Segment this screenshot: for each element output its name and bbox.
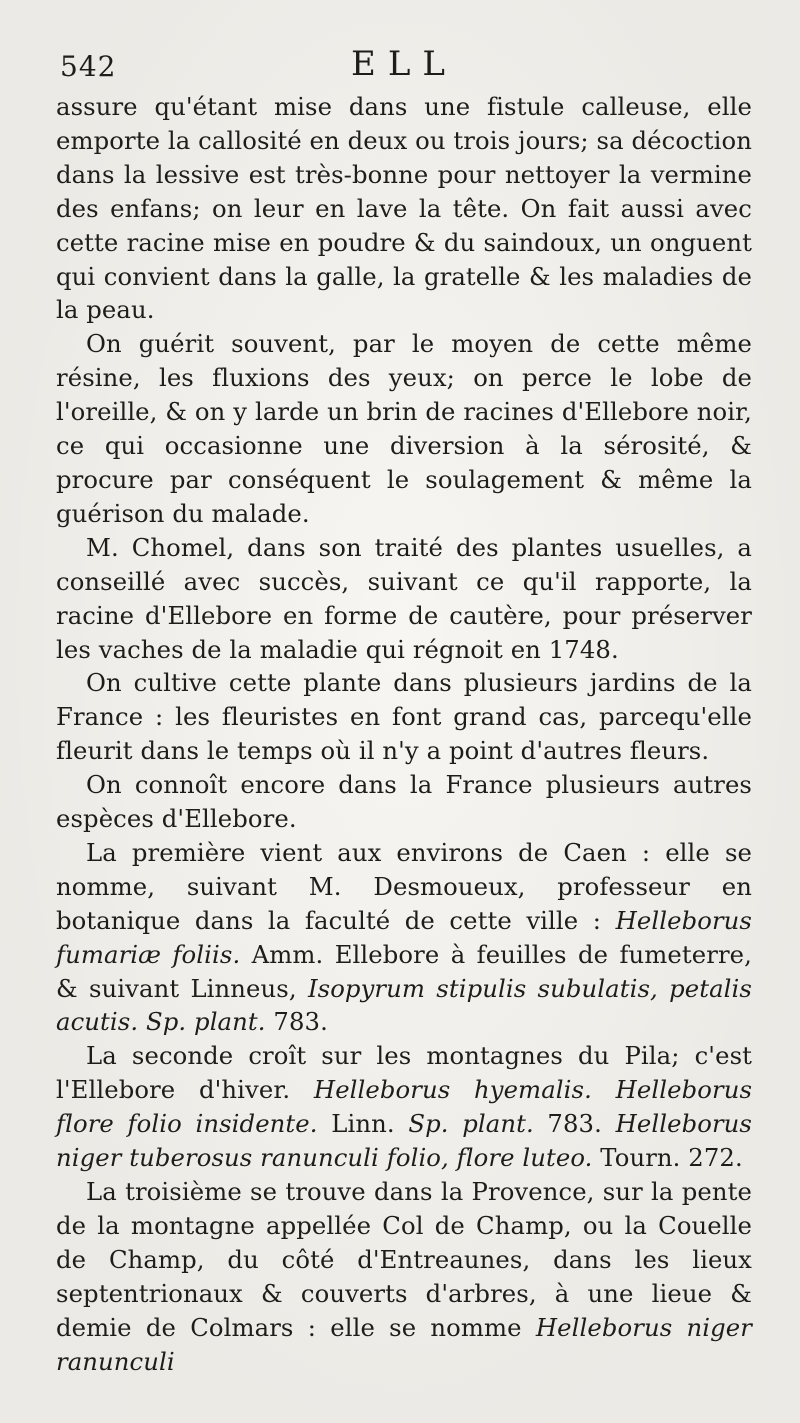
citation-source: Sp. plant. (408, 1109, 534, 1139)
paragraph-resin-fluxions: On guérit souvent, par le moyen de cette même résine, les fluxions des yeux; on perce le lobe de l'oreille, & on y larde un brin de racines d'Ellebore noir, ce qui occasionne une diversion à la sérosité, & procure par conséquent le soulagement & même la guérison du malade. (56, 329, 752, 528)
page-number: 542 (60, 50, 117, 83)
paragraph-third-species (56, 1175, 752, 1378)
running-head (56, 36, 752, 92)
paragraph-first-species (56, 836, 752, 1039)
paragraph-second-species (56, 1039, 752, 1175)
text-segment: Tourn. 272. (592, 1143, 743, 1173)
text-segment: La troisième se trouve dans la Provence, sur la pente de la montagne appellée Col de Champ, ou la Couelle de Champ, du côté d'Entreaunes, dans les lieux septentrionaux & couverts d'arbres, à une lieue & demie de Colmars : elle se nomme (56, 1177, 752, 1342)
text-segment: La première vient aux environs de Caen : elle se nomme, suivant M. Desmoueux, professeur en botanique dans la faculté de cette ville : (56, 837, 752, 935)
text-segment: Linn. (317, 1109, 409, 1139)
latin-name: Helleborus hyemalis. Helleborus flore folio insidente. (56, 1075, 753, 1139)
latin-name: Helleborus niger ranunculi (56, 1312, 752, 1376)
text-segment: 783. (265, 1007, 328, 1037)
latin-name: Helleborus niger tuberosus ranunculi folio, flore luteo. (56, 1109, 752, 1173)
text-segment: 783. (533, 1109, 616, 1139)
text-segment: Amm. Ellebore à feuilles de fumeterre, & suivant Linneus, (56, 939, 752, 1003)
paragraph-other-species: On connoît encore dans la France plusieurs autres espèces d'Ellebore. (56, 770, 752, 834)
paragraph-continued: assure qu'étant mise dans une fistule calleuse, elle emporte la callosité en deux ou trois jours; sa décoction dans la lessive est très-bonne pour nettoyer la vermine des enfans; on leur en lave la tête. On fait aussi avec cette racine mise en poudre & du saindoux, un onguent qui convient dans la galle, la gratelle & les maladies de la peau. (56, 92, 752, 325)
latin-name: Isopyrum stipulis subulatis, petalis acutis. Sp. plant. (56, 973, 752, 1037)
page-text (56, 90, 752, 1378)
paragraph-cultivation: On cultive cette plante dans plusieurs jardins de la France : les fleuristes en font grand cas, parcequ'elle fleurit dans le temps où il n'y a point d'autres fleurs. (56, 668, 752, 766)
latin-name: Helleborus fumariæ foliis. (56, 905, 752, 969)
paragraph-chomel: M. Chomel, dans son traité des plantes usuelles, a conseillé avec succès, suivant ce qu'il rapporte, la racine d'Ellebore en forme de cautère, pour préserver les vaches de la maladie qui régnoit en 1748. (56, 532, 752, 664)
text-segment: La seconde croît sur les montagnes du Pila; c'est l'Ellebore d'hiver. (56, 1041, 752, 1105)
running-title: ELL (351, 44, 457, 84)
